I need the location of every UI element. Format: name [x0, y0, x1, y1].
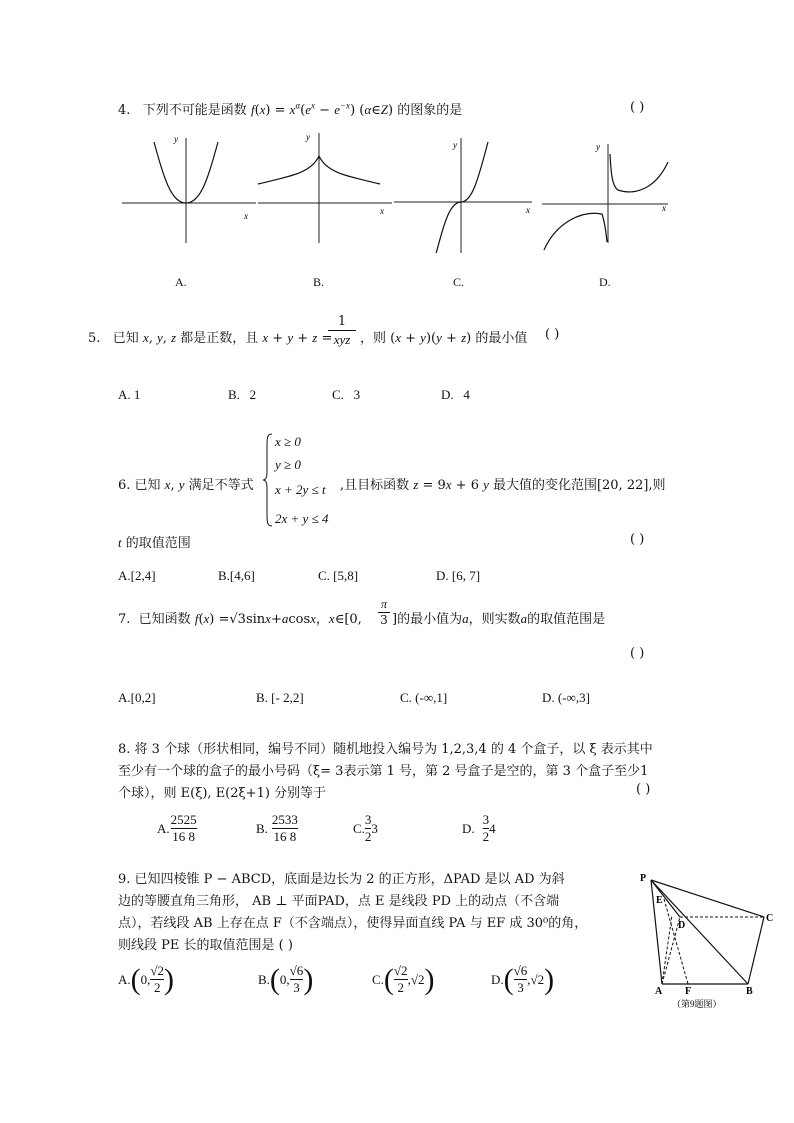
q9-line-3: 点），若线段 AB 上存在点 F（不含端点），使得异面直线 PA 与 EF 成 30⁰的角， [118, 916, 588, 931]
q7-option-b[interactable]: B. [- 2,2] [256, 690, 304, 705]
q4-option-d[interactable]: D. [599, 275, 611, 289]
q4-graph-b [258, 132, 392, 243]
q8-line-1: 8. 将 3 个球（形状相同，编号不同）随机地投入编号为 1,2,3,4 的 4 个盒子，以 ξ 表示其中 [118, 742, 653, 757]
q4-option-b[interactable]: B. [313, 275, 325, 289]
q4-option-a[interactable]: A. [175, 275, 187, 289]
q9-line-1: 9. 已知四棱锥 P − ABCD，底面是边长为 2 的正方形，ΔPAD 是以 AD 为斜 [118, 872, 565, 887]
q9-label-a: A [655, 986, 663, 997]
q4b-y-label: y [306, 132, 310, 142]
q8-answer-bracket: ( ) [636, 782, 651, 797]
q9-figure [636, 866, 786, 1012]
q4c-x-label: x [526, 205, 530, 215]
q5-stem-tail: ，则 (x + y)(y + z) 的最小值 [360, 330, 528, 346]
q8-option-d[interactable]: D. $\frac{3}{2}$ 4 [462, 812, 496, 844]
q6-option-a[interactable]: A.[2,4] [118, 568, 156, 583]
q7-stem: 7. 已知函数 f(x) =√3sinx+acosx，x∈[0, [118, 611, 362, 627]
q7-answer-bracket: ( ) [630, 646, 645, 661]
q4-graphs [116, 128, 676, 253]
q9-figure-caption: （第9题图） [672, 999, 722, 1009]
q9-line-4: 则线段 PE 长的取值范围是 ( ) [118, 938, 293, 953]
q6-brace [262, 432, 274, 528]
q7-fraction: π 3 [378, 597, 390, 628]
q4a-x-label: x [244, 211, 248, 221]
q6-constraint-2: y ≥ 0 [275, 457, 301, 472]
q4-graph-c [394, 138, 532, 253]
q8-line-3: 个球），则 E(ξ), E(2ξ+1) 分别等于 [118, 786, 327, 801]
q6-stem-line2: t 的取值范围 [118, 535, 191, 551]
q6-option-c[interactable]: C. [5,8] [318, 568, 359, 583]
q4d-y-label: y [596, 142, 600, 152]
q7-option-c[interactable]: C. (-∞,1] [400, 690, 448, 705]
q5-fraction: 1 xyz [328, 314, 356, 349]
q7-stem-tail: ]的最小值为a，则实数a的取值范围是 [392, 611, 606, 627]
q9-option-c[interactable]: C.( $\frac{√2}{2}$ ,√2) [372, 962, 435, 996]
q6-option-b[interactable]: B.[4,6] [218, 568, 255, 583]
q6-answer-bracket: ( ) [630, 532, 645, 547]
q4-graph-d [542, 142, 668, 250]
q4-stem: 4. 下列不可能是函数 f(x) = x$^\alpha$(e$^x$ − e$^{-x}$) (α∈Z) 的图象的是 [118, 100, 463, 118]
q4-answer-bracket: ( ) [630, 100, 645, 115]
q4b-x-label: x [380, 206, 384, 216]
q5-stem: 5. 已知 x, y, z 都是正数，且 x + y + z = [88, 330, 333, 346]
q7-option-d[interactable]: D. (-∞,3] [542, 690, 590, 705]
q5-option-c[interactable]: C. 3 [332, 387, 361, 402]
q4a-y-label: y [174, 134, 178, 144]
q9-option-b[interactable]: B.(0, $\frac{√6}{3}$ ) [258, 962, 314, 996]
q9-label-f: F [685, 986, 692, 997]
q5-option-b[interactable]: B. 2 [228, 387, 257, 402]
q6-stem-suffix: ,且目标函数 z = 9x + 6 y 最大值的变化范围[20, 22],则 [340, 477, 666, 493]
q9-label-b: B [746, 986, 753, 997]
q9-label-c: C [766, 913, 774, 924]
q9-option-d[interactable]: D.( $\frac{√6}{3}$ ,√2) [491, 962, 555, 996]
q8-line-2: 至少有一个球的盒子的最小号码（ξ= 3表示第 1 号，第 2 号盒子是空的，第 3 个盒子至少1 [118, 764, 649, 779]
q8-option-b[interactable]: B. $\frac{2533}{16 8}$ [256, 812, 298, 844]
q5-answer-bracket: ( ) [545, 327, 560, 342]
q4c-y-label: y [453, 140, 457, 150]
q8-option-a[interactable]: A. $\frac{2525}{16 8}$ [157, 812, 197, 844]
q4-graph-a [122, 134, 256, 243]
q9-line-2: 边的等腰直角三角形， AB ⊥ 平面PAD，点 E 是线段 PD 上的动点（不含端 [118, 894, 560, 909]
q6-stem-prefix: 6. 已知 x, y 满足不等式 [118, 477, 254, 493]
q7-option-a[interactable]: A.[0,2] [118, 690, 156, 705]
q4d-x-label: x [662, 203, 666, 213]
q6-option-d[interactable]: D. [6, 7] [436, 568, 481, 583]
q9-label-p: P [640, 873, 647, 884]
q4-option-c[interactable]: C. [453, 275, 465, 289]
q6-constraint-3: x + 2y ≤ t [275, 482, 326, 497]
q9-option-a[interactable]: A.(0, $\frac{√2}{2}$ ) [118, 962, 175, 996]
q6-constraint-1: x ≥ 0 [275, 434, 301, 449]
q5-option-d[interactable]: D. 4 [441, 387, 470, 402]
q6-constraint-4: 2x + y ≤ 4 [275, 511, 329, 526]
q8-option-c[interactable]: C. $\frac{3}{2}$ 3 [353, 812, 378, 844]
q9-label-e: E [656, 895, 663, 906]
q5-option-a[interactable]: A. 1 [118, 387, 141, 402]
q9-label-d: D [678, 920, 686, 931]
